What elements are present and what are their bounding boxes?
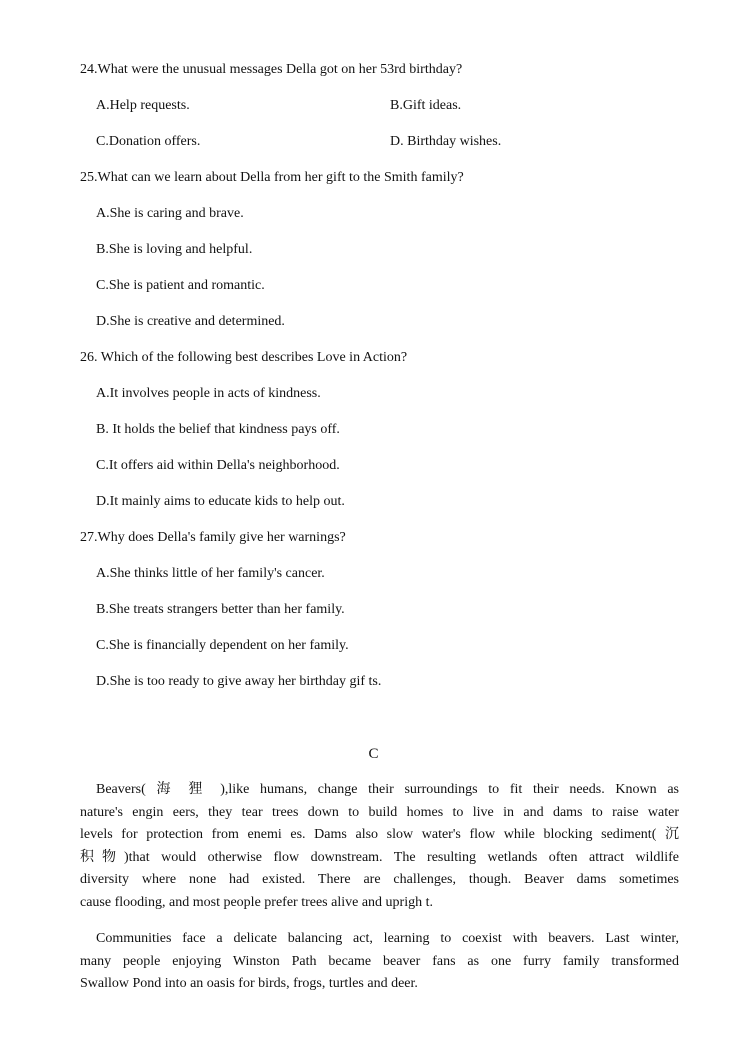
question-24-option-c: C.Donation offers. (96, 134, 201, 149)
question-24-stem: 24.What were the unusual messages Della got on her 53rd birthday? (80, 62, 463, 77)
question-24-option-d: D. Birthday wishes. (390, 134, 502, 149)
section-title: C (368, 746, 379, 762)
question-25-option-d: D.She is creative and determined. (96, 314, 285, 329)
question-27-stem: 27.Why does Della's family give her warnings? (80, 530, 346, 545)
paragraph-1-line: 积物)that would otherwise flow downstream. The resulting wetlands often attract wildlife (80, 849, 679, 865)
question-25-option-a: A.She is caring and brave. (96, 206, 244, 221)
passage-paragraph-2 (80, 928, 679, 996)
question-27-option-c: C.She is financially dependent on her family. (96, 638, 349, 653)
question-26-option-c: C.It offers aid within Della's neighborhood. (96, 458, 340, 473)
question-26-option-d: D.It mainly aims to educate kids to help out. (96, 494, 345, 509)
question-26-option-a: A.It involves people in acts of kindness. (96, 386, 321, 401)
question-25-option-b: B.She is loving and helpful. (96, 242, 253, 257)
question-27-option-a: A.She thinks little of her family's cancer. (96, 566, 325, 581)
paragraph-2-line: Communities face a delicate balancing act, learning to coexist with beavers. Last winter, (96, 931, 679, 946)
paragraph-1-line: levels for protection from enemi es. Dams also slow water's flow while blocking sediment( 沉 (80, 827, 679, 843)
passage-paragraph-1 (80, 779, 679, 915)
paragraph-1-line: Beavers( 海 狸 ),like humans, change their surroundings to fit their needs. Known as (96, 782, 679, 797)
question-26-stem: 26. Which of the following best describes Love in Action? (80, 350, 408, 365)
paragraph-1-line: cause flooding, and most people prefer trees alive and uprigh t. (80, 894, 433, 910)
question-24-option-a: A.Help requests. (96, 98, 190, 113)
question-25-option-c: C.She is patient and romantic. (96, 278, 265, 293)
question-25-stem: 25.What can we learn about Della from her gift to the Smith family? (80, 170, 464, 185)
question-26-option-b: B. It holds the belief that kindness pays off. (96, 422, 340, 437)
paragraph-2-line: Swallow Pond into an oasis for birds, frogs, turtles and deer. (80, 976, 418, 992)
question-24-option-b: B.Gift ideas. (390, 98, 462, 113)
paragraph-1-line: diversity where none had existed. There are challenges, though. Beaver dams sometimes (80, 872, 679, 888)
question-27-option-d: D.She is too ready to give away her birthday gif ts. (96, 674, 382, 689)
paragraph-2-line: many people enjoying Winston Path became beaver fans as one furry family transformed (80, 953, 679, 969)
paragraph-1-line: nature's engin eers, they tear trees down to build homes to live in and dams to raise water (80, 804, 679, 820)
question-27-option-b: B.She treats strangers better than her family. (96, 602, 345, 617)
